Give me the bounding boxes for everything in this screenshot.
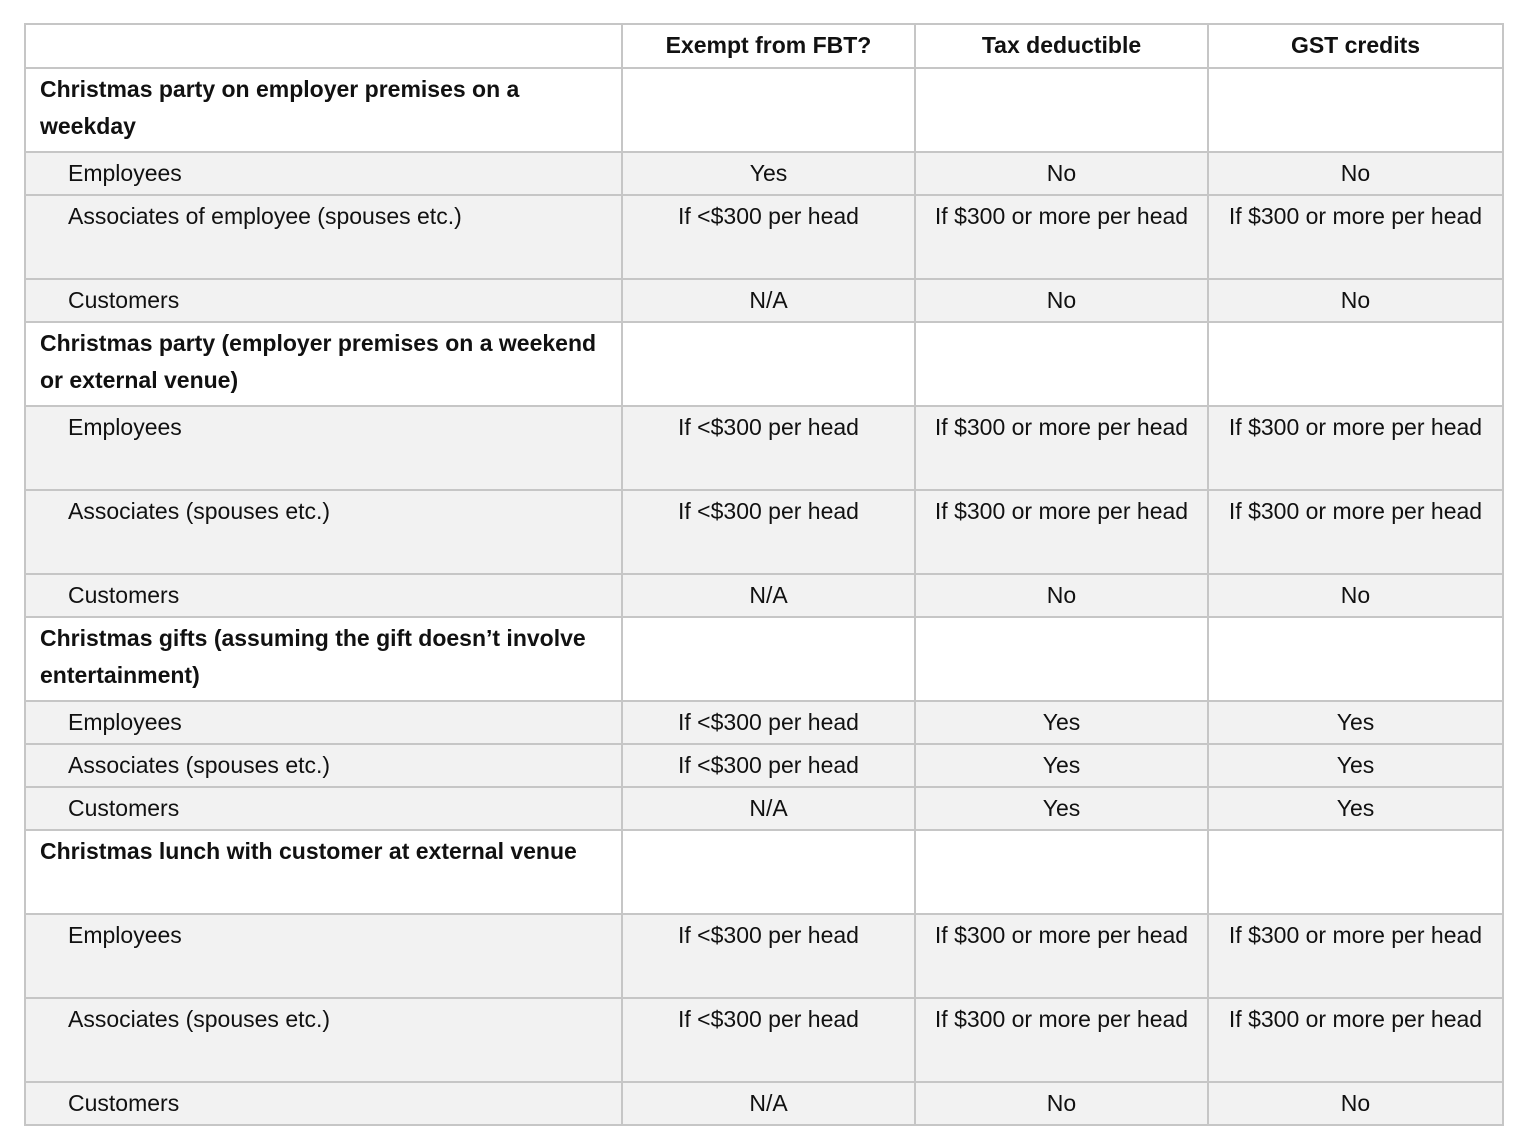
exempt-cell: If <$300 per head [622, 701, 915, 744]
deductible-cell: If $300 or more per head [915, 914, 1208, 998]
row-label: Employees [25, 914, 622, 998]
section-title: Christmas lunch with customer at external venue [25, 830, 622, 914]
gst-cell: No [1208, 152, 1503, 195]
deductible-cell: If $300 or more per head [915, 998, 1208, 1082]
row-label: Associates of employee (spouses etc.) [25, 195, 622, 279]
deductible-cell: Yes [915, 744, 1208, 787]
exempt-cell: If <$300 per head [622, 195, 915, 279]
gst-cell: If $300 or more per head [1208, 406, 1503, 490]
deductible-cell: Yes [915, 787, 1208, 830]
table-row [25, 998, 1503, 1082]
section-row [25, 830, 1503, 914]
row-label: Employees [25, 406, 622, 490]
row-label: Employees [25, 701, 622, 744]
gst-cell: If $300 or more per head [1208, 490, 1503, 574]
empty-cell [1208, 68, 1503, 152]
deductible-cell: Yes [915, 701, 1208, 744]
table-row [25, 406, 1503, 490]
exempt-cell: If <$300 per head [622, 998, 915, 1082]
table-row [25, 490, 1503, 574]
table-row [25, 1082, 1503, 1125]
section-title: Christmas gifts (assuming the gift doesn’t involve entertainment) [25, 617, 622, 701]
row-label: Customers [25, 279, 622, 322]
deductible-cell: No [915, 574, 1208, 617]
row-label: Customers [25, 787, 622, 830]
exempt-cell: If <$300 per head [622, 744, 915, 787]
empty-cell [1208, 830, 1503, 914]
gst-cell: If $300 or more per head [1208, 998, 1503, 1082]
section-row [25, 617, 1503, 701]
exempt-cell: N/A [622, 1082, 915, 1125]
table-row [25, 744, 1503, 787]
empty-cell [1208, 617, 1503, 701]
row-label: Customers [25, 1082, 622, 1125]
gst-cell: No [1208, 574, 1503, 617]
table-row [25, 574, 1503, 617]
empty-cell [622, 830, 915, 914]
gst-cell: Yes [1208, 787, 1503, 830]
gst-cell: No [1208, 279, 1503, 322]
empty-cell [915, 617, 1208, 701]
empty-cell [915, 830, 1208, 914]
section-row [25, 68, 1503, 152]
row-label: Employees [25, 152, 622, 195]
deductible-cell: No [915, 279, 1208, 322]
empty-cell [622, 617, 915, 701]
exempt-cell: If <$300 per head [622, 490, 915, 574]
deductible-cell: If $300 or more per head [915, 490, 1208, 574]
gst-cell: No [1208, 1082, 1503, 1125]
empty-cell [622, 322, 915, 406]
gst-cell: If $300 or more per head [1208, 914, 1503, 998]
table-row [25, 701, 1503, 744]
exempt-cell: Yes [622, 152, 915, 195]
row-label: Customers [25, 574, 622, 617]
deductible-cell: If $300 or more per head [915, 195, 1208, 279]
section-title: Christmas party on employer premises on a weekday [25, 68, 622, 152]
exempt-cell: If <$300 per head [622, 914, 915, 998]
table-row [25, 787, 1503, 830]
empty-cell [915, 68, 1208, 152]
section-title: Christmas party (employer premises on a weekend or external venue) [25, 322, 622, 406]
header-gst-credits: GST credits [1208, 24, 1503, 68]
empty-cell [1208, 322, 1503, 406]
header-tax-deductible: Tax deductible [915, 24, 1208, 68]
section-row [25, 322, 1503, 406]
exempt-cell: N/A [622, 574, 915, 617]
exempt-cell: If <$300 per head [622, 406, 915, 490]
gst-cell: If $300 or more per head [1208, 195, 1503, 279]
deductible-cell: No [915, 1082, 1208, 1125]
table-row [25, 279, 1503, 322]
table-row [25, 914, 1503, 998]
exempt-cell: N/A [622, 279, 915, 322]
empty-cell [915, 322, 1208, 406]
fbt-christmas-table [24, 23, 1504, 1126]
header-category [25, 24, 622, 68]
deductible-cell: No [915, 152, 1208, 195]
table-row [25, 152, 1503, 195]
deductible-cell: If $300 or more per head [915, 406, 1208, 490]
gst-cell: Yes [1208, 701, 1503, 744]
row-label: Associates (spouses etc.) [25, 490, 622, 574]
gst-cell: Yes [1208, 744, 1503, 787]
exempt-cell: N/A [622, 787, 915, 830]
header-exempt-from-fbt: Exempt from FBT? [622, 24, 915, 68]
row-label: Associates (spouses etc.) [25, 998, 622, 1082]
empty-cell [622, 68, 915, 152]
header-row [25, 24, 1503, 68]
table-row [25, 195, 1503, 279]
row-label: Associates (spouses etc.) [25, 744, 622, 787]
